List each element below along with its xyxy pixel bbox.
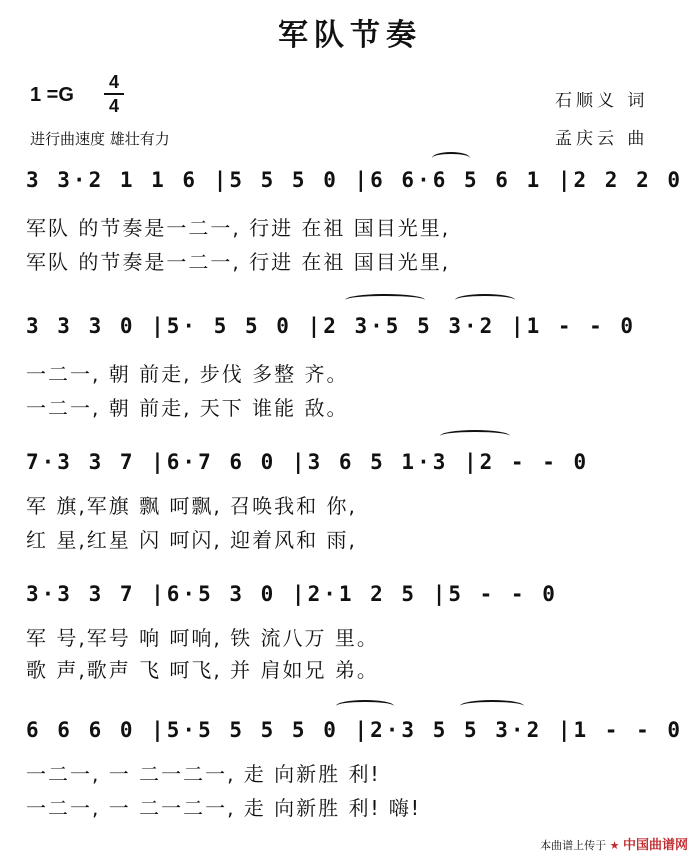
lyric-verse-1: 一二一, 一 二一二一, 走 向新胜 利! xyxy=(26,762,381,786)
footer-credit xyxy=(540,834,688,853)
lyric-verse-2: 一二一, 一 二一二一, 走 向新胜 利! 嗨! xyxy=(26,796,421,820)
notation-line: 7·3 3 7 |6·7 6 0 |3 6 5 1·3 |2 - - 0 xyxy=(26,450,590,474)
time-signature-top: 4 xyxy=(108,72,119,92)
lyric-verse-2: 歌 声,歌声 飞 呵飞, 并 肩如兄 弟。 xyxy=(26,658,379,682)
site-logo-icon: ★ xyxy=(609,839,620,852)
lyric-verse-1: 一二一, 朝 前走, 步伐 多整 齐。 xyxy=(26,362,349,386)
lyric-verse-1: 军 旗,军旗 飘 呵飘, 召唤我和 你, xyxy=(26,494,357,518)
notation-line: 3 3·2 1 1 6 |5 5 5 0 |6 6·6 5 6 1 |2 2 2 0 xyxy=(26,168,684,192)
composer-credit: 孟庆云 曲 xyxy=(555,129,649,149)
footer-prefix: 本曲谱上传于 xyxy=(540,839,607,852)
lyricist-credit: 石顺义 词 xyxy=(555,91,649,111)
notation-line: 6 6 6 0 |5·5 5 5 5 0 |2·3 5 5 3·2 |1 - - 0 xyxy=(26,718,684,742)
lyric-verse-1: 军 号,军号 响 呵响, 铁 流八万 里。 xyxy=(26,626,379,650)
lyric-verse-1: 军队 的节奏是一二一, 行进 在祖 国目光里, xyxy=(26,216,451,240)
lyric-verse-2: 一二一, 朝 前走, 天下 谁能 敌。 xyxy=(26,396,349,420)
lyric-verse-2: 军队 的节奏是一二一, 行进 在祖 国目光里, xyxy=(26,250,451,274)
lyric-verse-2: 红 星,红星 闪 呵闪, 迎着风和 雨, xyxy=(26,528,357,552)
tempo-marking: 进行曲速度 雄壮有力 xyxy=(30,130,170,148)
footer-brand: 中国曲谱网 xyxy=(622,838,688,853)
notation-line: 3·3 3 7 |6·5 3 0 |2·1 2 5 |5 - - 0 xyxy=(26,582,558,606)
notation-line: 3 3 3 0 |5· 5 5 0 |2 3·5 5 3·2 |1 - - 0 xyxy=(26,314,637,338)
page-title: 军队节奏 xyxy=(278,18,422,53)
time-signature-bottom: 4 xyxy=(108,96,119,116)
key-signature: 1 =G xyxy=(30,84,74,106)
time-signature xyxy=(104,72,124,116)
